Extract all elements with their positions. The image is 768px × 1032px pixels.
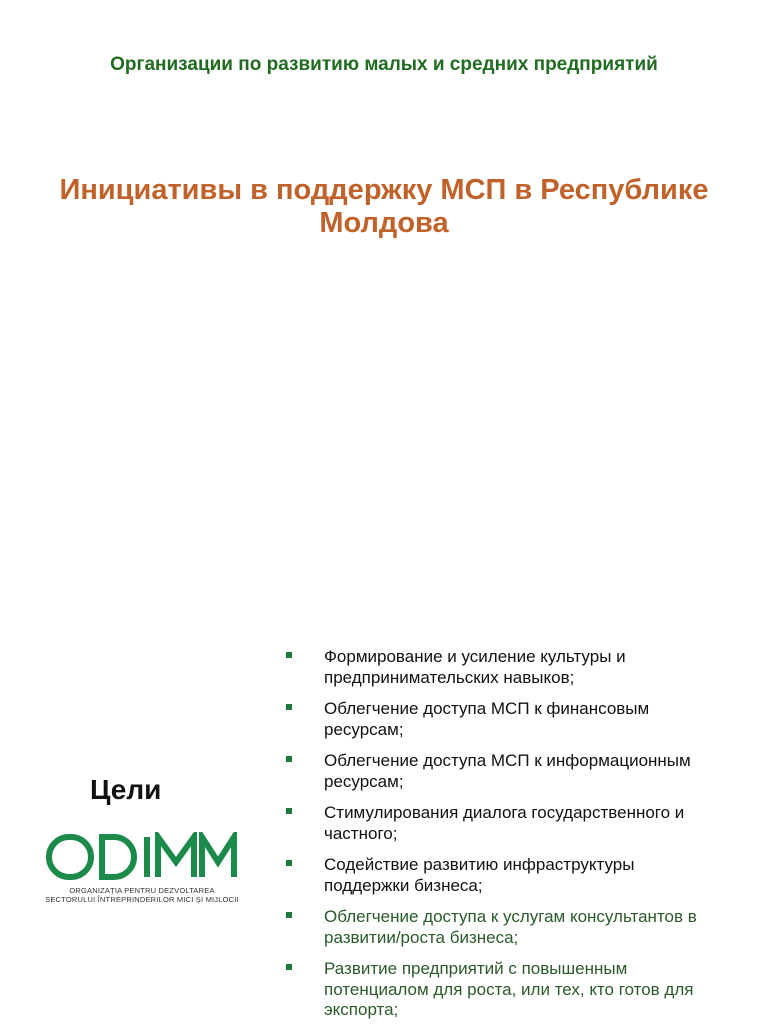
goal-item	[284, 959, 724, 1021]
bullet-square-icon	[286, 704, 292, 710]
bullet-square-icon	[286, 808, 292, 814]
slide-title: Инициативы в поддержку МСП в Республике Молдова	[59, 174, 709, 239]
goal-text: Облегчение доступа МСП к информационным ресурсам;	[324, 751, 691, 791]
goal-item	[284, 647, 724, 688]
goal-text: Развитие предприятий с повышенным потенциалом для роста, или тех, кто готов для экспорта;	[324, 959, 694, 1019]
goal-item	[284, 855, 724, 896]
goal-item	[284, 751, 724, 792]
organization-heading: Организации по развитию малых и средних предприятий	[110, 54, 658, 75]
goal-text: Облегчение доступа к услугам консультантов в развитии/роста бизнеса;	[324, 907, 697, 947]
bullet-square-icon	[286, 652, 292, 658]
odimm-logo-mark	[44, 832, 240, 884]
odimm-logo	[44, 832, 240, 904]
goals-list	[284, 647, 724, 1032]
goal-text: Стимулирования диалога государственного и частного;	[324, 803, 685, 843]
bullet-square-icon	[286, 756, 292, 762]
goals-label: Цели	[90, 774, 162, 805]
bullet-square-icon	[286, 860, 292, 866]
bullet-square-icon	[286, 964, 292, 970]
goal-item	[284, 803, 724, 844]
goal-text: Облегчение доступа МСП к финансовым ресурсам;	[324, 699, 650, 739]
goal-text: Формирование и усиление культуры и предпринимательских навыков;	[324, 647, 626, 687]
bullet-square-icon	[286, 912, 292, 918]
logo-subtitle: ORGANIZAȚIA PENTRU DEZVOLTAREA SECTORULUI ÎNTREPRINDERILOR MICI ȘI MIJLOCII	[45, 886, 239, 904]
goal-item	[284, 907, 724, 948]
goal-item	[284, 699, 724, 740]
goal-text: Содействие развитию инфраструктуры поддержки бизнеса;	[324, 855, 635, 895]
